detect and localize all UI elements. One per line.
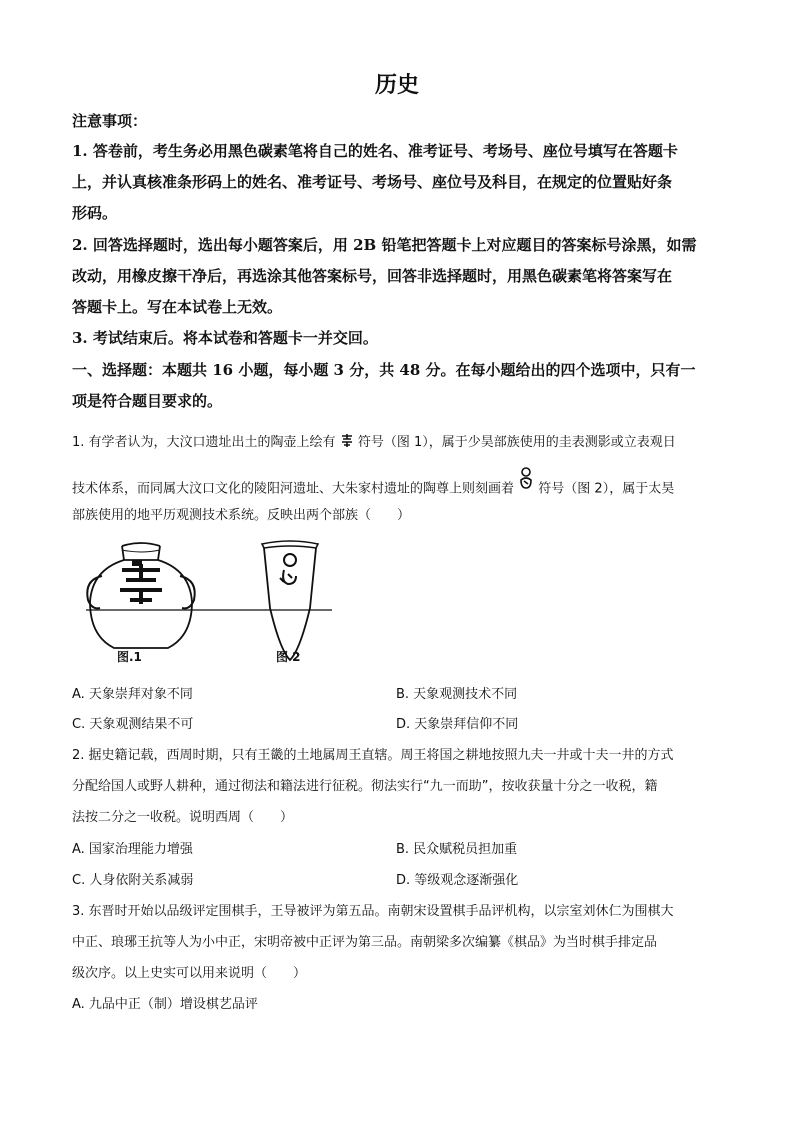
- section-heading: 一、选择题：本题共 16 小题，每小题 3 分，共 48 分。在每小题给出的四个选项中，只有一: [72, 361, 696, 379]
- jar-figure-1: [87, 543, 194, 648]
- notice-line: 上，并认真核准条形码上的姓名、准考证号、考场号、座位号及科目，在规定的位置贴好条: [72, 173, 673, 191]
- notice-line: 3. 考试结束后。将本试卷和答题卡一并交回。: [72, 329, 378, 347]
- q1-option-b[interactable]: B. 天象观测技术不同: [396, 687, 518, 702]
- q1-option-a[interactable]: A. 天象崇拜对象不同: [72, 687, 193, 702]
- notice-line: 答题卡上。写在本试卷上无效。: [72, 298, 283, 316]
- q2-text-line1: 2. 据史籍记载，西周时期，只有王畿的土地属周王直辖。周王将国之耕地按照九夫一井或十夫一井的方式: [72, 748, 674, 763]
- q2-text-line2: 分配给国人或野人耕种，通过彻法和籍法进行征税。彻法实行“九一而助”，按收获量十分之一收税，籍: [72, 779, 658, 794]
- q3-option-a[interactable]: A. 九品中正（制）增设棋艺品评: [72, 997, 258, 1012]
- q1-text-segment: 技术体系，而同属大汶口文化的陵阳河遗址、大朱家村遗址的陶尊上则刻画着: [72, 481, 515, 497]
- symbol-2-icon: [518, 466, 534, 496]
- q2-option-d[interactable]: D. 等级观念逐渐强化: [396, 873, 519, 888]
- q1-option-d[interactable]: D. 天象崇拜信仰不同: [396, 717, 519, 732]
- section-heading-cont: 项是符合题目要求的。: [72, 392, 223, 410]
- q2-text-line3: 法按二分之一收税。说明西周（ ）: [72, 810, 294, 825]
- notice-line: 改动，用橡皮擦干净后，再选涂其他答案标号，回答非选择题时，用黑色碳素笔将答案写在: [72, 267, 673, 285]
- jar-figure-2: [262, 541, 318, 660]
- q1-text-line3: 部族使用的地平历观测技术系统。反映出两个部族（ ）: [72, 508, 411, 523]
- notice-line: 形码。: [72, 204, 118, 222]
- q3-text-line2: 中正、琅琊王抗等人为小中正，宋明帝被中正评为第三品。南朝梁多次编纂《棋品》为当时棋手排定品: [72, 935, 658, 950]
- q1-text-line2: [72, 474, 674, 504]
- figure-2-label: 图 2: [276, 650, 301, 664]
- q1-text-segment: 符号（图 1），属于少昊部族使用的圭表测影或立表观日: [357, 435, 676, 450]
- q2-option-b[interactable]: B. 民众赋税员担加重: [396, 842, 518, 857]
- page-title: 历史: [374, 72, 419, 98]
- q3-text-line3: 级次序。以上史实可以用来说明（ ）: [72, 966, 307, 981]
- notice-line: 2. 回答选择题时，选出每小题答案后，用 2B 铅笔把答题卡上对应题目的答案标号涂黑，如需: [72, 236, 697, 254]
- notice-heading: 注意事项：: [72, 112, 148, 130]
- q1-text-segment: 1. 有学者认为，大汶口遗址出土的陶壶上绘有: [72, 435, 336, 450]
- q1-text-segment: 符号（图 2），属于太昊: [538, 481, 675, 497]
- q2-option-c[interactable]: C. 人身依附关系减弱: [72, 873, 194, 888]
- q1-option-c[interactable]: C. 天象观测结果不可: [72, 717, 194, 732]
- figure-1-label: 图.1: [117, 650, 142, 664]
- q3-text-line1: 3. 东晋时开始以品级评定围棋手，王导被评为第五品。南朝宋设置棋手品评机构，以宗室刘休仁为围棋大: [72, 904, 674, 919]
- q2-option-a[interactable]: A. 国家治理能力增强: [72, 842, 193, 857]
- notice-line: 1. 答卷前，考生务必用黑色碳素笔将自己的姓名、准考证号、考场号、座位号填写在答题卡: [72, 142, 678, 160]
- symbol-1-icon: [340, 433, 354, 453]
- q1-text-line1: [72, 431, 676, 453]
